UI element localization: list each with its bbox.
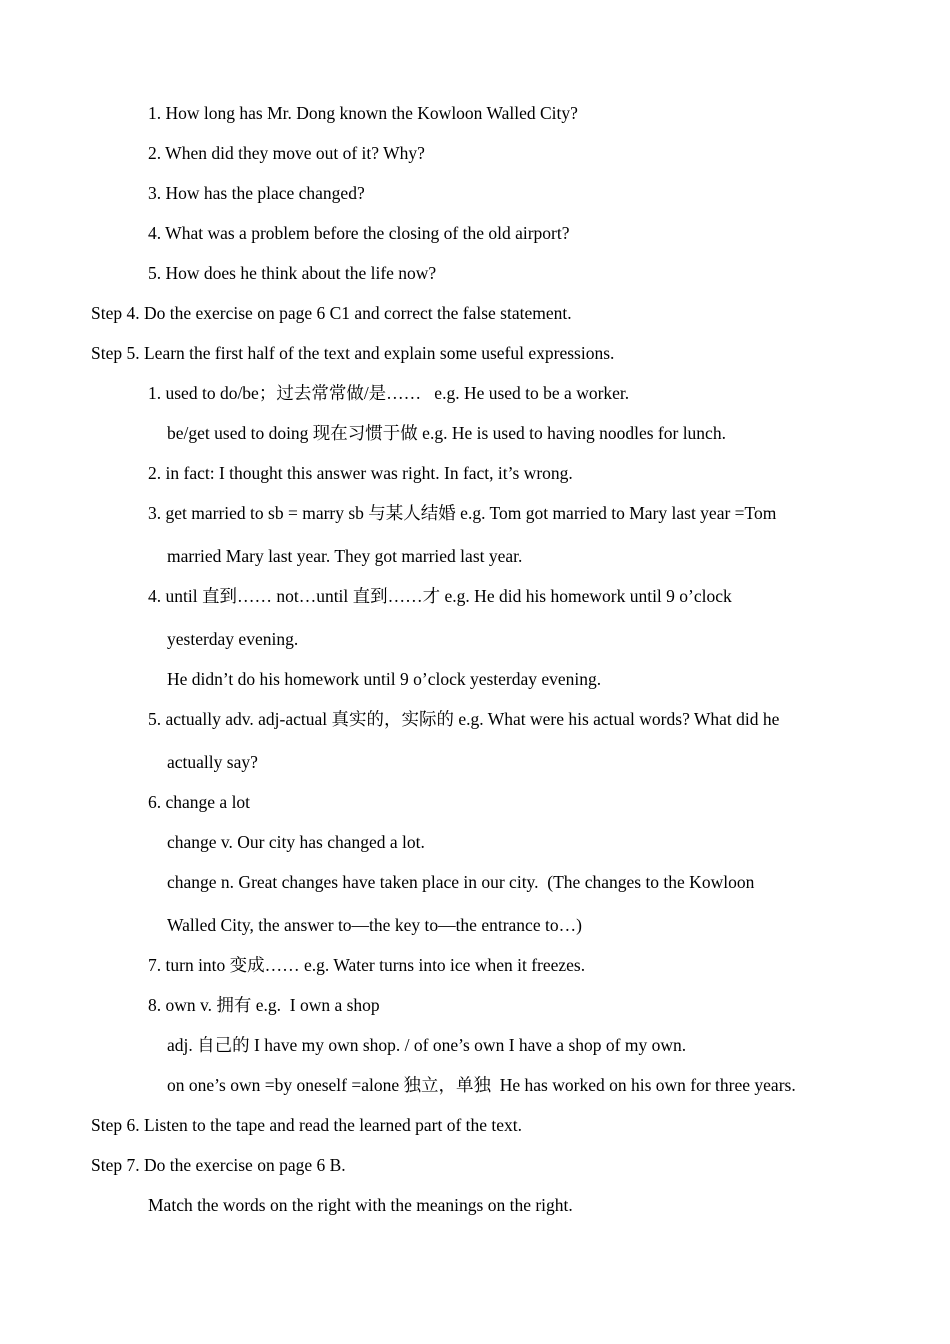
expression-6-continued: Walled City, the answer to—the key to—the entrance to…)	[167, 915, 582, 935]
expression-7: 7. turn into 变成…… e.g. Water turns into ice when it freezes.	[148, 955, 586, 975]
expression-1: 1. used to do/be；过去常常做/是…… e.g. He used to be a worker.	[148, 383, 630, 403]
question-4: 4. What was a problem before the closing of the old airport?	[148, 223, 570, 243]
expression-5-continued: actually say?	[167, 752, 258, 772]
question-1: 1. How long has Mr. Dong known the Kowloon Walled City?	[148, 103, 578, 123]
step-7-instruction: Match the words on the right with the meanings on the right.	[148, 1195, 573, 1215]
expression-4-example: He didn’t do his homework until 9 o’clock yesterday evening.	[167, 669, 602, 689]
question-2: 2. When did they move out of it? Why?	[148, 143, 425, 163]
expression-6-noun: change n. Great changes have taken place in our city. (The changes to the Kowloon	[167, 872, 755, 892]
expression-3-continued: married Mary last year. They got married last year.	[167, 546, 523, 566]
expression-1-note: be/get used to doing 现在习惯于做 e.g. He is used to having noodles for lunch.	[167, 423, 726, 443]
question-3: 3. How has the place changed?	[148, 183, 365, 203]
question-5: 5. How does he think about the life now?	[148, 263, 437, 283]
expression-4: 4. until 直到…… not…until 直到……才 e.g. He did his homework until 9 o’clock	[148, 586, 732, 606]
expression-5: 5. actually adv. adj-actual 真实的，实际的 e.g. What were his actual words? What did he	[148, 709, 780, 729]
expression-8-phrase: on one’s own =by oneself =alone 独立，单独 He has worked on his own for three years.	[167, 1075, 796, 1095]
expression-8-adjective: adj. 自己的 I have my own shop. / of one’s own I have a shop of my own.	[167, 1035, 687, 1055]
expression-8: 8. own v. 拥有 e.g. I own a shop	[148, 995, 380, 1015]
expression-6-verb: change v. Our city has changed a lot.	[167, 832, 425, 852]
expression-4-continued: yesterday evening.	[167, 629, 299, 649]
step-5-heading: Step 5. Learn the first half of the text and explain some useful expressions.	[91, 343, 615, 363]
step-4-heading: Step 4. Do the exercise on page 6 C1 and correct the false statement.	[91, 303, 572, 323]
step-6-heading: Step 6. Listen to the tape and read the learned part of the text.	[91, 1115, 523, 1135]
step-7-heading: Step 7. Do the exercise on page 6 B.	[91, 1155, 346, 1175]
expression-2: 2. in fact: I thought this answer was right. In fact, it’s wrong.	[148, 463, 573, 483]
expression-3: 3. get married to sb = marry sb 与某人结婚 e.g. Tom got married to Mary last year =Tom	[148, 503, 777, 523]
expression-6: 6. change a lot	[148, 792, 251, 812]
